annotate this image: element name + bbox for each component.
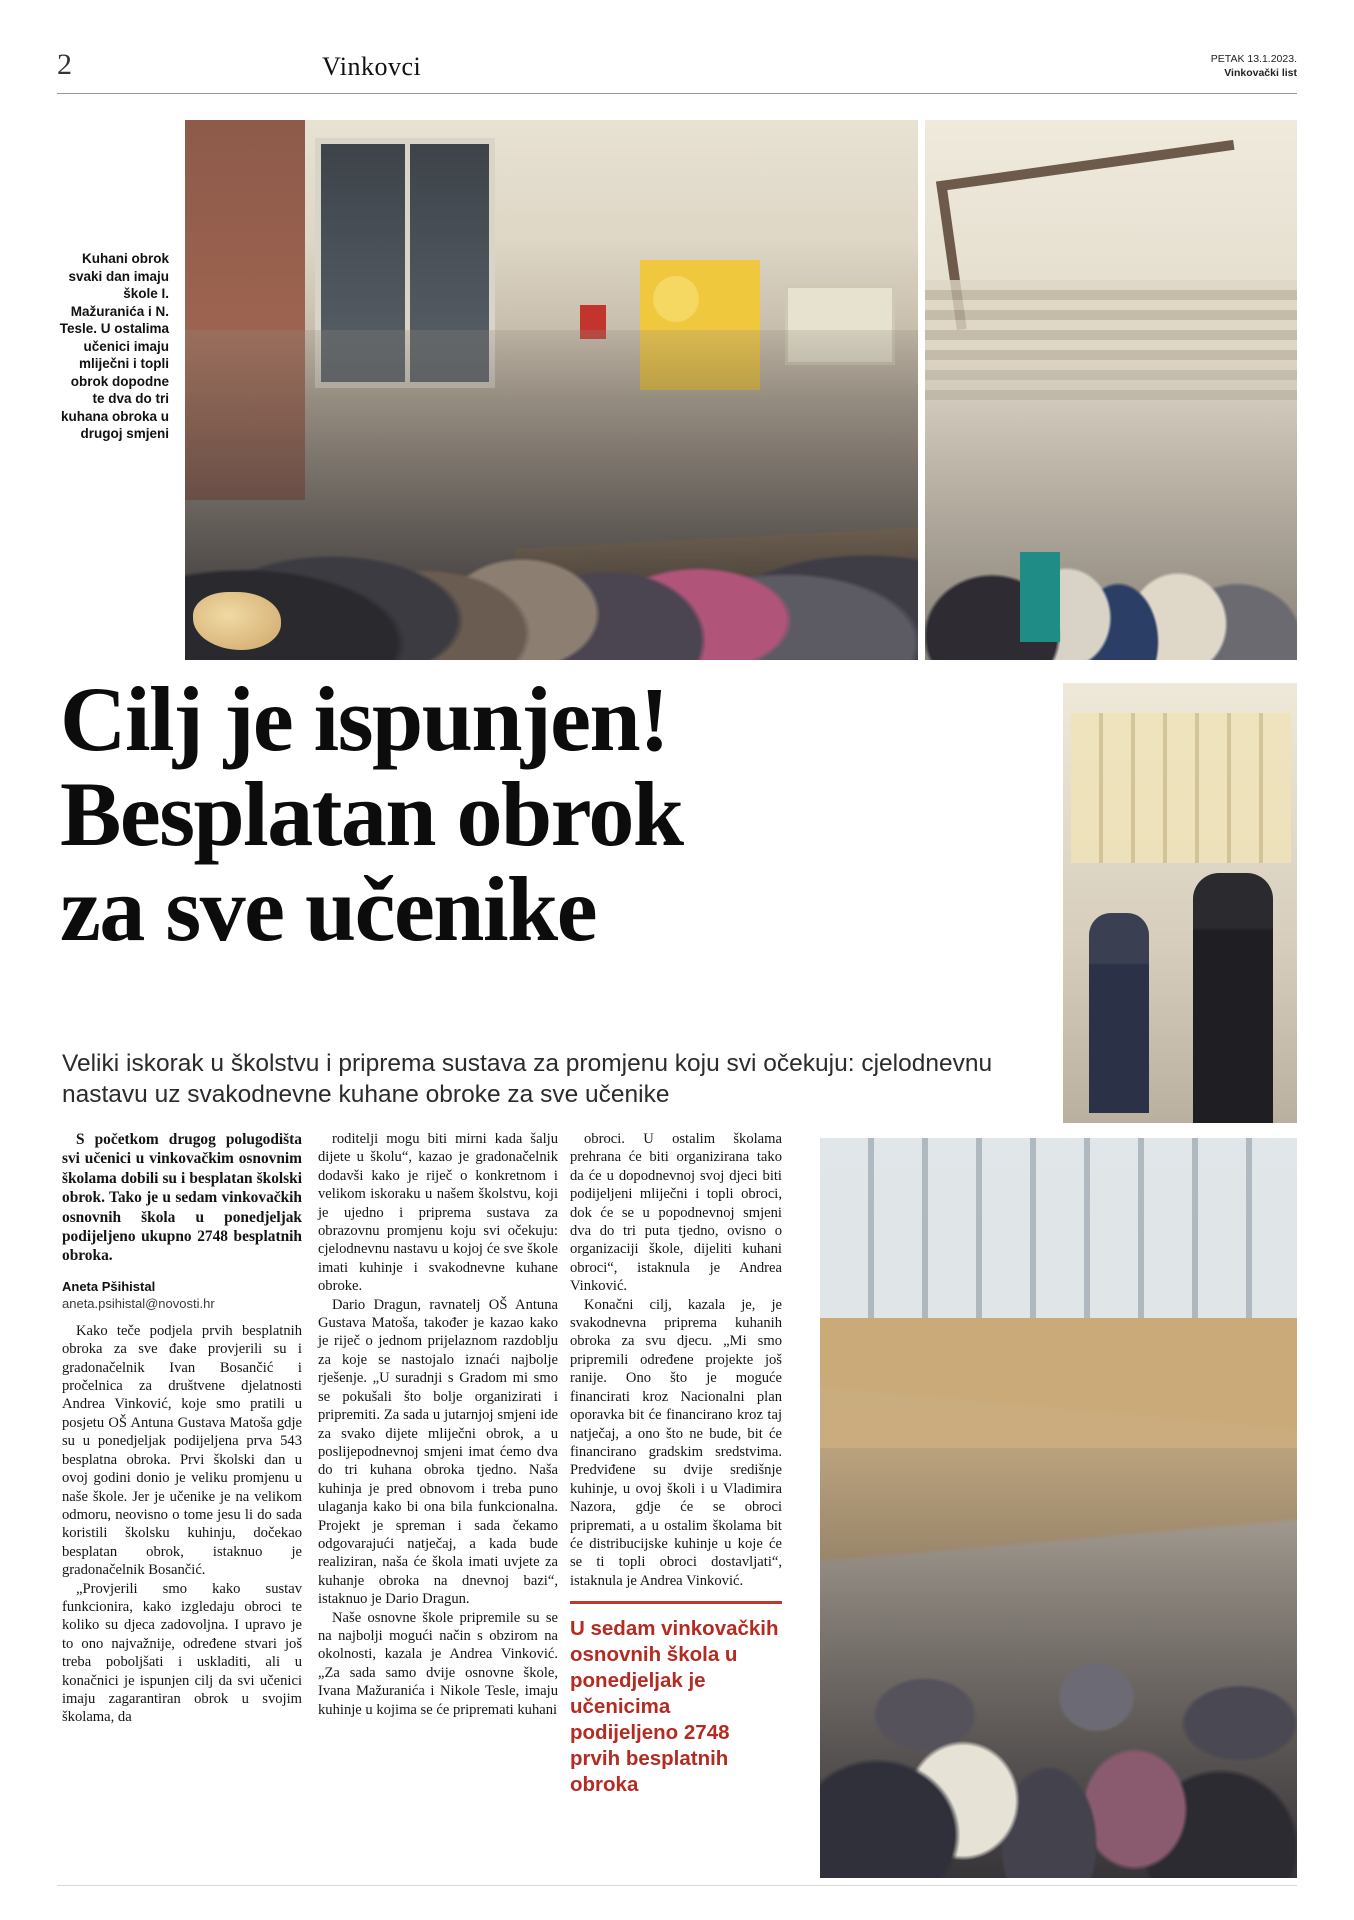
paragraph: Kako teče podjela prvih besplatnih obroka za sve đake provjerili su i gradonačelnik Ivan Bosančić i pročelnica za društvene djelatnosti Andrea Vinković, koje smo pratili u posjetu OŠ Antuna Gustava Matoša gdje su u ponedjeljak podijeljena prva 543 besplatna obroka. Prvi školski dan u ovoj godini donio je veliku promjenu u naše škole. Jer je učenike je na velikom odmoru, neovisno o tome jesu li do sada koristili školsku kuhinju, dočekao besplatan obrok, istaknuo je gradonačelnik Bosančić.: [62, 1322, 302, 1579]
photo-caption: Kuhani obrok svaki dan imaju škole I. Mažuranića i N. Tesle. U ostalima učenici imaju mliječni i topli obrok dopodne te dva do tri kuhana obroka u drugoj smjeni: [59, 251, 169, 441]
paragraph: „Provjerili smo kako sustav funkcionira, kako izgledaju obroci te koliko su djeca zadovoljna. I upravo je to ono najvažnije, određene stvari još treba poboljšati i uskladiti, ali u konačnici je ispunjen cilj da svi učenici imaju zagarantiran obrok u svojim školama, da: [62, 1580, 302, 1726]
pull-quote: U sedam vinkovačkih osnovnih škola u ponedjeljak je učenicima podijeljeno 2748 prvih besplatnih obroka: [570, 1601, 782, 1798]
paragraph: Konačni cilj, kazala je, je svakodnevna priprema kuhanih obroka za svu djecu. „Mi smo pripremili određene projekte još ranije. Ono što je moguće financirati kroz Nacionalni plan oporavka bit će financirano kroz taj natječaj, a ono što ne bude, bit će financirano gradskim sredstvima. Predviđene su dvije središnje kuhinje, u ovoj školi i u Vladimira Nazora, gdje će se obroci pripremati, a u ostalim školama bit će distribucijske kuhinje u koje će se ti topli obroci dostavljati“, istaknula je Andrea Vinković.: [570, 1296, 782, 1589]
body-column-1: [62, 1130, 302, 1727]
masthead: [57, 48, 1297, 94]
bottom-rule: [57, 1885, 1297, 1886]
body-column-2: [318, 1130, 558, 1719]
byline-email: aneta.psihistal@novosti.hr: [62, 1295, 215, 1311]
publication-name: Vinkovački list: [1224, 67, 1297, 79]
photo-hallway-officials: [1063, 683, 1297, 1123]
paragraph: obroci. U ostalim školama prehrana će biti organizirana tako da će u dopodnevnoj svoj djeci biti podijeljeni mliječni i topli obroci, dok će se u popodnevnoj smjeni dva do tri puta tjedno, ovisno o organizaciji škole, dijeliti kuhani obroci“, istaknula je Andrea Vinković.: [570, 1131, 782, 1295]
headline-line-2: Besplatan obrok: [60, 763, 683, 865]
photo-school-cafeteria-crowd: [185, 120, 918, 660]
byline-author: Aneta Pšihistal: [62, 1278, 156, 1294]
section-title: Vinkovci: [322, 52, 422, 81]
issue-info: [1211, 52, 1297, 80]
page-title: [60, 668, 1060, 960]
headline-line-1: Cilj je ispunjen!: [60, 668, 669, 770]
issue-date: PETAK 13.1.2023.: [1210, 53, 1297, 65]
paragraph: Dario Dragun, ravnatelj OŠ Antuna Gustava Matoša, također je kazao kako je riječ o jednom prijelaznom razdoblju za koje se nastojalo iznaći najbolje rješenje. „U suradnji s Gradom mi smo se pokušali što bolje organizirati i pripremiti. Za sada u jutarnjoj smjeni ide za svako dijete mliječni obrok, a u poslijepodnevnoj smjeni imat ćemo dva do tri kuhana obroka tjedno. Naša kuhinja je pred obnovom i treba puno ulaganja kako bi ona bila funkcionalna. Projekt je spreman i sada čekamo odgovarajući natječaj, a kada bude realiziran, naša će škola imati uvjete za kuhanje obroka na dnevnoj bazi“, istaknuo je Dario Dragun.: [318, 1296, 558, 1608]
page-number: 2: [57, 48, 72, 81]
byline: [62, 1278, 302, 1312]
lead-paragraph: S početkom drugog polugodišta svi učenici u vinkovačkim osnovnim školama dobili su i besplatan školski obrok. Tako je u sedam vinkovačkih osnovnih škola u ponedjeljak podijeljeno ukupno 2748 besplatnih obroka.: [62, 1131, 302, 1265]
paragraph: roditelji mogu biti mirni kada šalju dijete u školu“, kazao je gradonačelnik dodavši kako je riječ o konkretnom i velikom iskoraku u našem školstvu, koji je ujedno i priprema sustava za obrazovnu promjenu koju svi očekuju: cjelodnevnu nastavu u kojoj će sve škole imati kuhinje i svakodnevne kuhane obroke.: [318, 1131, 558, 1295]
subheadline: Veliki iskorak u školstvu i priprema sustava za promjenu koju svi očekuju: cjelodnevnu nastavu uz svakodnevne kuhane obroke za sve učenike: [62, 1050, 993, 1108]
photo-students-eating: [820, 1138, 1297, 1878]
paragraph: Naše osnovne škole pripremile su se na najbolji mogući način s obzirom na okolnosti, kazala je Andrea Vinković. „Za sada samo dvije osnovne škole, Ivana Mažuranića i Nikole Tesle, imaju kuhinje u kojima se će pripremati kuhani: [318, 1609, 558, 1718]
photo-school-stairway: [925, 120, 1297, 660]
headline-line-3: za sve učenike: [60, 858, 597, 960]
body-column-3: [570, 1130, 782, 1590]
